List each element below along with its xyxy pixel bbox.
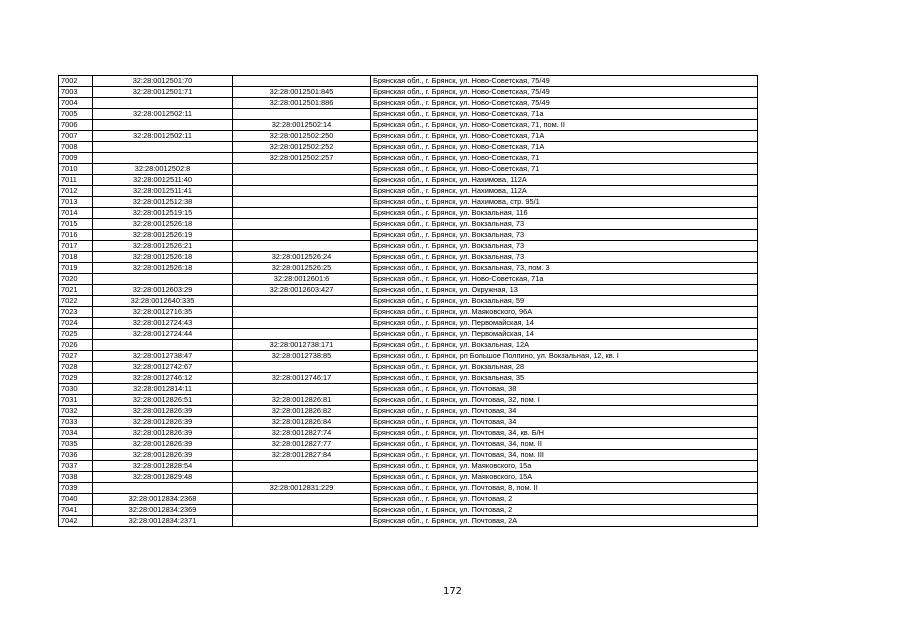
table-row [59, 142, 758, 153]
row-number-cell: 7004 [59, 98, 93, 109]
object-cadastral-number-cell [233, 219, 371, 230]
row-number-cell: 7026 [59, 340, 93, 351]
cadastral-number-cell: 32:28:0012716:35 [93, 307, 233, 318]
object-cadastral-number-cell [233, 318, 371, 329]
row-number-cell: 7012 [59, 186, 93, 197]
object-cadastral-number-cell [233, 362, 371, 373]
table-row [59, 263, 758, 274]
table-row [59, 76, 758, 87]
row-number-cell: 7020 [59, 274, 93, 285]
table-row [59, 318, 758, 329]
cadastral-number-cell [93, 483, 233, 494]
address-cell: Брянская обл., г. Брянск, ул. Ново-Советская, 75/49 [371, 98, 758, 109]
address-cell: Брянская обл., г. Брянск, ул. Вокзальная, 73, пом. 3 [371, 263, 758, 274]
address-cell: Брянская обл., г. Брянск, ул. Вокзальная, 73 [371, 230, 758, 241]
table-row [59, 87, 758, 98]
address-cell: Брянская обл., г. Брянск, ул. Почтовая, 8, пом. II [371, 483, 758, 494]
row-number-cell: 7035 [59, 439, 93, 450]
cadastral-number-cell [93, 340, 233, 351]
row-number-cell: 7011 [59, 175, 93, 186]
table-row [59, 329, 758, 340]
address-cell: Брянская обл., г. Брянск, ул. Маяковского, 96А [371, 307, 758, 318]
row-number-cell: 7007 [59, 131, 93, 142]
table-row [59, 307, 758, 318]
object-cadastral-number-cell: 32:28:0012502:252 [233, 142, 371, 153]
object-cadastral-number-cell [233, 494, 371, 505]
address-cell: Брянская обл., г. Брянск, ул. Ново-Советская, 75/49 [371, 76, 758, 87]
cadastral-number-cell: 32:28:0012511:40 [93, 175, 233, 186]
object-cadastral-number-cell: 32:28:0012502:14 [233, 120, 371, 131]
object-cadastral-number-cell [233, 296, 371, 307]
table-row [59, 505, 758, 516]
table-row [59, 362, 758, 373]
cadastral-number-cell: 32:28:0012828:54 [93, 461, 233, 472]
address-cell: Брянская обл., г. Брянск, ул. Ново-Советская, 71 [371, 164, 758, 175]
cadastral-number-cell: 32:28:0012526:18 [93, 252, 233, 263]
table-row [59, 164, 758, 175]
object-cadastral-number-cell: 32:28:0012603:427 [233, 285, 371, 296]
table-row [59, 98, 758, 109]
cadastral-number-cell: 32:28:0012640:335 [93, 296, 233, 307]
object-cadastral-number-cell [233, 307, 371, 318]
row-number-cell: 7021 [59, 285, 93, 296]
object-cadastral-number-cell [233, 505, 371, 516]
object-cadastral-number-cell [233, 472, 371, 483]
cadastral-number-cell: 32:28:0012834:2368 [93, 494, 233, 505]
registry-table [58, 75, 758, 527]
table-row [59, 494, 758, 505]
address-cell: Брянская обл., г. Брянск, ул. Вокзальная, 12А [371, 340, 758, 351]
cadastral-number-cell: 32:28:0012724:43 [93, 318, 233, 329]
table-row [59, 285, 758, 296]
row-number-cell: 7028 [59, 362, 93, 373]
table-row [59, 461, 758, 472]
cadastral-number-cell: 32:28:0012603:29 [93, 285, 233, 296]
object-cadastral-number-cell [233, 109, 371, 120]
page-number: 172 [442, 586, 463, 597]
cadastral-number-cell: 32:28:0012826:39 [93, 417, 233, 428]
address-cell: Брянская обл., г. Брянск, ул. Почтовая, 34, пом. II [371, 439, 758, 450]
object-cadastral-number-cell [233, 186, 371, 197]
row-number-cell: 7042 [59, 516, 93, 527]
cadastral-number-cell [93, 153, 233, 164]
cadastral-number-cell: 32:28:0012501:70 [93, 76, 233, 87]
row-number-cell: 7014 [59, 208, 93, 219]
row-number-cell: 7040 [59, 494, 93, 505]
table-row [59, 373, 758, 384]
cadastral-number-cell: 32:28:0012742:67 [93, 362, 233, 373]
address-cell: Брянская обл., г. Брянск, ул. Ново-Советская, 75/49 [371, 87, 758, 98]
address-cell: Брянская обл., г. Брянск, рп Большое Полпино, ул. Вокзальная, 12, кв. I [371, 351, 758, 362]
table-row [59, 406, 758, 417]
address-cell: Брянская обл., г. Брянск, ул. Почтовая, 38 [371, 384, 758, 395]
address-cell: Брянская обл., г. Брянск, ул. Ново-Советская, 71 [371, 153, 758, 164]
address-cell: Брянская обл., г. Брянск, ул. Вокзальная, 35 [371, 373, 758, 384]
address-cell: Брянская обл., г. Брянск, ул. Вокзальная, 59 [371, 296, 758, 307]
cadastral-number-cell [93, 120, 233, 131]
row-number-cell: 7039 [59, 483, 93, 494]
cadastral-number-cell: 32:28:0012526:19 [93, 230, 233, 241]
object-cadastral-number-cell [233, 329, 371, 340]
object-cadastral-number-cell [233, 197, 371, 208]
address-cell: Брянская обл., г. Брянск, ул. Маяковского, 15а [371, 461, 758, 472]
row-number-cell: 7013 [59, 197, 93, 208]
object-cadastral-number-cell [233, 384, 371, 395]
object-cadastral-number-cell: 32:28:0012738:85 [233, 351, 371, 362]
cadastral-number-cell: 32:28:0012501:71 [93, 87, 233, 98]
cadastral-number-cell: 32:28:0012826:51 [93, 395, 233, 406]
address-cell: Брянская обл., г. Брянск, ул. Почтовая, 34 [371, 417, 758, 428]
address-cell: Брянская обл., г. Брянск, ул. Первомайская, 14 [371, 329, 758, 340]
cadastral-number-cell: 32:28:0012519:15 [93, 208, 233, 219]
cadastral-number-cell: 32:28:0012834:2369 [93, 505, 233, 516]
table-row [59, 384, 758, 395]
object-cadastral-number-cell: 32:28:0012746:17 [233, 373, 371, 384]
object-cadastral-number-cell [233, 461, 371, 472]
row-number-cell: 7006 [59, 120, 93, 131]
address-cell: Брянская обл., г. Брянск, ул. Вокзальная, 116 [371, 208, 758, 219]
row-number-cell: 7005 [59, 109, 93, 120]
address-cell: Брянская обл., г. Брянск, ул. Почтовая, 2А [371, 516, 758, 527]
address-cell: Брянская обл., г. Брянск, ул. Почтовая, 34, кв. Б/Н [371, 428, 758, 439]
table-row [59, 186, 758, 197]
cadastral-number-cell: 32:28:0012826:39 [93, 450, 233, 461]
address-cell: Брянская обл., г. Брянск, ул. Ново-Советская, 71а [371, 274, 758, 285]
address-cell: Брянская обл., г. Брянск, ул. Нахимова, стр. 95/1 [371, 197, 758, 208]
cadastral-number-cell: 32:28:0012511:41 [93, 186, 233, 197]
object-cadastral-number-cell: 32:28:0012827:84 [233, 450, 371, 461]
table-row [59, 274, 758, 285]
row-number-cell: 7029 [59, 373, 93, 384]
address-cell: Брянская обл., г. Брянск, ул. Ново-Советская, 71, пом. II [371, 120, 758, 131]
address-cell: Брянская обл., г. Брянск, ул. Окружная, 13 [371, 285, 758, 296]
object-cadastral-number-cell: 32:28:0012502:250 [233, 131, 371, 142]
address-cell: Брянская обл., г. Брянск, ул. Вокзальная, 73 [371, 219, 758, 230]
address-cell: Брянская обл., г. Брянск, ул. Первомайская, 14 [371, 318, 758, 329]
cadastral-number-cell: 32:28:0012502:11 [93, 109, 233, 120]
table-row [59, 241, 758, 252]
table-row [59, 120, 758, 131]
table-row [59, 395, 758, 406]
row-number-cell: 7018 [59, 252, 93, 263]
cadastral-number-cell: 32:28:0012834:2371 [93, 516, 233, 527]
object-cadastral-number-cell [233, 164, 371, 175]
table-row [59, 131, 758, 142]
row-number-cell: 7031 [59, 395, 93, 406]
row-number-cell: 7024 [59, 318, 93, 329]
row-number-cell: 7008 [59, 142, 93, 153]
table-row [59, 428, 758, 439]
address-cell: Брянская обл., г. Брянск, ул. Нахимова, 112А [371, 175, 758, 186]
cadastral-number-cell: 32:28:0012526:18 [93, 219, 233, 230]
row-number-cell: 7041 [59, 505, 93, 516]
address-cell: Брянская обл., г. Брянск, ул. Почтовая, 34 [371, 406, 758, 417]
registry-table-body [59, 76, 758, 527]
object-cadastral-number-cell: 32:28:0012501:886 [233, 98, 371, 109]
row-number-cell: 7032 [59, 406, 93, 417]
cadastral-number-cell: 32:28:0012738:47 [93, 351, 233, 362]
cadastral-number-cell: 32:28:0012826:39 [93, 406, 233, 417]
object-cadastral-number-cell: 32:28:0012501:845 [233, 87, 371, 98]
cadastral-number-cell: 32:28:0012829:48 [93, 472, 233, 483]
object-cadastral-number-cell: 32:28:0012826:84 [233, 417, 371, 428]
address-cell: Брянская обл., г. Брянск, ул. Нахимова, 112А [371, 186, 758, 197]
object-cadastral-number-cell: 32:28:0012526:24 [233, 252, 371, 263]
cadastral-number-cell: 32:28:0012502:11 [93, 131, 233, 142]
table-row [59, 351, 758, 362]
cadastral-number-cell [93, 274, 233, 285]
object-cadastral-number-cell: 32:28:0012831:229 [233, 483, 371, 494]
cadastral-number-cell: 32:28:0012526:21 [93, 241, 233, 252]
table-row [59, 208, 758, 219]
row-number-cell: 7033 [59, 417, 93, 428]
object-cadastral-number-cell: 32:28:0012826:82 [233, 406, 371, 417]
table-row [59, 450, 758, 461]
row-number-cell: 7003 [59, 87, 93, 98]
cadastral-number-cell: 32:28:0012502:8 [93, 164, 233, 175]
table-row [59, 296, 758, 307]
address-cell: Брянская обл., г. Брянск, ул. Вокзальная, 73 [371, 241, 758, 252]
object-cadastral-number-cell [233, 230, 371, 241]
row-number-cell: 7030 [59, 384, 93, 395]
address-cell: Брянская обл., г. Брянск, ул. Почтовая, 2 [371, 505, 758, 516]
table-row [59, 230, 758, 241]
row-number-cell: 7015 [59, 219, 93, 230]
row-number-cell: 7037 [59, 461, 93, 472]
object-cadastral-number-cell [233, 241, 371, 252]
table-row [59, 219, 758, 230]
table-row [59, 483, 758, 494]
address-cell: Брянская обл., г. Брянск, ул. Ново-Советская, 71А [371, 142, 758, 153]
table-row [59, 197, 758, 208]
address-cell: Брянская обл., г. Брянск, ул. Почтовая, 34, пом. III [371, 450, 758, 461]
table-row [59, 340, 758, 351]
row-number-cell: 7017 [59, 241, 93, 252]
row-number-cell: 7027 [59, 351, 93, 362]
cadastral-number-cell: 32:28:0012826:39 [93, 428, 233, 439]
row-number-cell: 7036 [59, 450, 93, 461]
address-cell: Брянская обл., г. Брянск, ул. Ново-Советская, 71а [371, 109, 758, 120]
table-row [59, 439, 758, 450]
object-cadastral-number-cell [233, 208, 371, 219]
row-number-cell: 7034 [59, 428, 93, 439]
row-number-cell: 7038 [59, 472, 93, 483]
cadastral-number-cell: 32:28:0012814:11 [93, 384, 233, 395]
object-cadastral-number-cell: 32:28:0012738:171 [233, 340, 371, 351]
address-cell: Брянская обл., г. Брянск, ул. Вокзальная, 28 [371, 362, 758, 373]
cadastral-number-cell: 32:28:0012746:12 [93, 373, 233, 384]
row-number-cell: 7025 [59, 329, 93, 340]
table-row [59, 417, 758, 428]
table-row [59, 175, 758, 186]
cadastral-number-cell: 32:28:0012526:18 [93, 263, 233, 274]
object-cadastral-number-cell: 32:28:0012502:257 [233, 153, 371, 164]
row-number-cell: 7019 [59, 263, 93, 274]
cadastral-number-cell [93, 98, 233, 109]
address-cell: Брянская обл., г. Брянск, ул. Почтовая, 32, пом. I [371, 395, 758, 406]
table-row [59, 516, 758, 527]
object-cadastral-number-cell: 32:28:0012827:77 [233, 439, 371, 450]
address-cell: Брянская обл., г. Брянск, ул. Ново-Советская, 71А [371, 131, 758, 142]
cadastral-number-cell [93, 142, 233, 153]
row-number-cell: 7002 [59, 76, 93, 87]
address-cell: Брянская обл., г. Брянск, ул. Почтовая, 2 [371, 494, 758, 505]
object-cadastral-number-cell: 32:28:0012827:74 [233, 428, 371, 439]
object-cadastral-number-cell: 32:28:0012826:81 [233, 395, 371, 406]
cadastral-number-cell: 32:28:0012826:39 [93, 439, 233, 450]
row-number-cell: 7009 [59, 153, 93, 164]
table-row [59, 153, 758, 164]
row-number-cell: 7022 [59, 296, 93, 307]
cadastral-number-cell: 32:28:0012724:44 [93, 329, 233, 340]
row-number-cell: 7023 [59, 307, 93, 318]
object-cadastral-number-cell: 32:28:0012601:6 [233, 274, 371, 285]
address-cell: Брянская обл., г. Брянск, ул. Вокзальная, 73 [371, 252, 758, 263]
cadastral-number-cell: 32:28:0012512:38 [93, 197, 233, 208]
object-cadastral-number-cell [233, 516, 371, 527]
table-row [59, 472, 758, 483]
table-row [59, 252, 758, 263]
row-number-cell: 7016 [59, 230, 93, 241]
table-row [59, 109, 758, 120]
row-number-cell: 7010 [59, 164, 93, 175]
address-cell: Брянская обл., г. Брянск, ул. Маяковского, 15А [371, 472, 758, 483]
object-cadastral-number-cell [233, 175, 371, 186]
object-cadastral-number-cell [233, 76, 371, 87]
object-cadastral-number-cell: 32:28:0012526:25 [233, 263, 371, 274]
